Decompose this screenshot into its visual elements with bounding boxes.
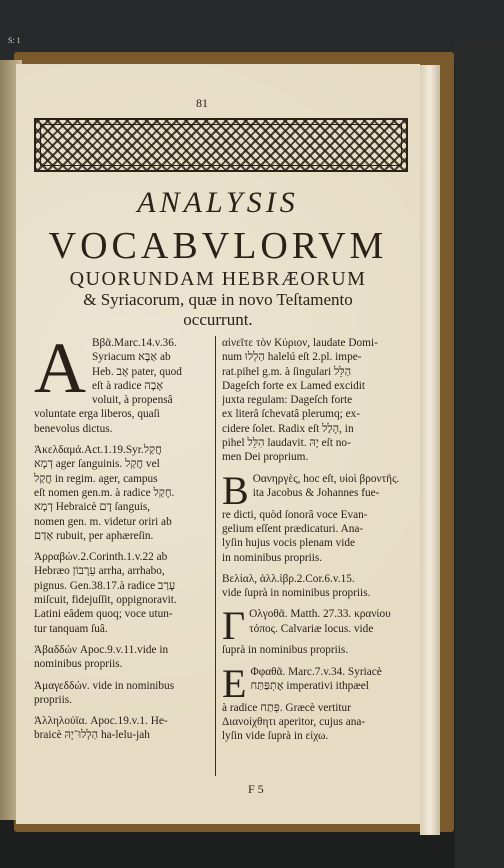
- entry-line: Heb. אָב pater, quod: [92, 365, 182, 378]
- entry-amageddon: [34, 679, 210, 708]
- entry-line: pignus. Gen.38.17.à radice עָרַב: [34, 579, 176, 592]
- entry-line: cidere ſolet. Radix eſt הָלַל, in: [222, 422, 354, 435]
- entry-line: Ἀλληλούϊα. Apoc.19.v.1. He-: [34, 715, 168, 728]
- entry-belial: [222, 572, 410, 601]
- entry-line: Ἀκελδαμά.Act.1.19.Syr.חֲקַל: [34, 444, 162, 457]
- entry-line: lyſin vide ſuprà in εἰχω.: [222, 730, 329, 743]
- title-occurrunt: occurrunt.: [183, 310, 253, 329]
- entry-line: Ἀμαγεδδών. vide in nominibus: [34, 679, 175, 692]
- entry-line: tur tanquam ſuâ.: [34, 622, 108, 635]
- left-column: [34, 328, 210, 750]
- entry-line: rat.pihel g.m. à ſingulari הַלֵּל: [222, 365, 352, 378]
- entry-line: αἰνεῖτε τὸν Κύριον, laudate Domi-: [222, 337, 378, 349]
- title-syriacorum: & Syriacorum, quæ in novo Teſtamento: [83, 290, 353, 309]
- entry-line: Φφαθᾶ. Marc.7.v.34. Syriacè: [250, 665, 382, 678]
- entry-line: חֲקַל in regim. ager, campus: [34, 472, 158, 485]
- entry-line: nomen gen. m. videtur oriri ab: [34, 515, 172, 528]
- entry-line: num הַלְלוּ halelú eſt 2.pl. impe-: [222, 351, 362, 364]
- entry-abba: [34, 328, 210, 436]
- entry-line: ſuprà in nominibus propriis.: [222, 644, 349, 657]
- entry-line: Ἀβαδδών Apoc.9.v.11.vide in: [34, 643, 169, 656]
- entry-line: Ολγοθᾶ. Matth. 27.33. κρανίου: [249, 608, 391, 621]
- entry-line: eſt à radice אָבָה: [92, 379, 164, 392]
- entry-line: eſt nomen gen.m. à radice חָקַל.: [34, 486, 175, 499]
- background-side: [455, 40, 504, 868]
- drop-cap-e: E: [222, 660, 247, 706]
- entry-line: Οανηργὲς, hoc eſt, υἱοὶ βροντῆς.: [252, 472, 400, 485]
- entry-line: Ἀρραβών.2.Corinth.1.v.22 ab: [34, 551, 168, 564]
- entry-line: lyſin hujus vocis plenam vide: [222, 537, 356, 550]
- entry-line: Διανοίχθητι aperitor, cujus ana-: [222, 716, 366, 729]
- entry-akeldama: [34, 443, 210, 543]
- entry-line: דְמָא ager ſanguinis. חֲקַל vel: [34, 458, 160, 471]
- entry-line: Syriacum אַבָּא ab: [92, 351, 171, 364]
- entry-line: braicè הַלְלוּ־יָהּ ha-lelu-jah: [34, 729, 150, 742]
- page-number: 81: [196, 96, 208, 110]
- entry-line: Βελίαλ, ἀλλ.ἰβρ.2.Cor.6.v.15.: [222, 572, 355, 585]
- entry-line: Dageſch forte ex Lamed excidit: [222, 379, 366, 392]
- entry-line: nominibus propriis.: [34, 658, 123, 671]
- entry-line: Hebræo עֵרָבוֹן arrha, arrhabo,: [34, 565, 165, 578]
- entry-ephphatha: [222, 660, 410, 744]
- entry-line: אֶתְפַּתַּח imperativi ithpæel: [250, 680, 369, 693]
- ornament-inner-border: [40, 124, 402, 166]
- drop-cap-b: B: [222, 467, 249, 513]
- drop-cap-a: A: [34, 328, 86, 408]
- title-vocabulorum: VOCABVLORVM: [48, 225, 388, 267]
- ornamental-header-band: [34, 118, 408, 172]
- title-analysis: ANALYSIS: [137, 186, 299, 219]
- background-top: [0, 0, 504, 60]
- entry-line: τόπος. Calvariæ locus. vide: [249, 622, 374, 635]
- right-column: [222, 336, 410, 751]
- entry-line: voluit, à propensâ: [92, 394, 173, 407]
- entry-abaddon: [34, 643, 210, 672]
- entry-line: voluntate erga liberos, quaſi: [34, 408, 160, 421]
- entry-line: ex literâ ſchevatâ plerumq; ex-: [222, 408, 361, 421]
- entry-boanerges: [222, 467, 410, 565]
- entry-line: ita Jacobus & Johannes fue-: [252, 486, 380, 499]
- signature-mark: F 5: [248, 782, 264, 796]
- entry-line: in nominibus propriis.: [222, 551, 323, 564]
- entry-line: Ββᾶ.Marc.14.v.36.: [92, 337, 177, 349]
- entry-alleluia-cont: [222, 336, 410, 465]
- entry-alleluia: [34, 714, 210, 743]
- entry-line: אָדַם rubuit, per aphæreſin.: [34, 529, 154, 542]
- entry-line: Latini eâdem quoq; voce utun-: [34, 608, 173, 621]
- entry-line: à radice פְּתַח. Græcè vertitur: [222, 701, 351, 714]
- entry-line: re dicti, quòd ſonorâ voce Evan-: [222, 508, 368, 521]
- drop-cap-gamma: Γ: [222, 603, 246, 649]
- entry-line: men Dei proprium.: [222, 451, 309, 464]
- entry-line: gelium eſſent prædicaturi. Ana-: [222, 522, 364, 535]
- column-rule: [215, 336, 216, 776]
- page-edge-right: [420, 65, 440, 835]
- entry-line: vide ſuprà in nominibus propriis.: [222, 587, 371, 600]
- entry-arrabon: [34, 550, 210, 636]
- entry-line: miſcuit, fidejuſſit, oppignoravit.: [34, 594, 177, 607]
- title-quorundam: QUORUNDAM HEBRÆORUM: [69, 268, 367, 290]
- entry-line: propriis.: [34, 693, 72, 706]
- book-page: [16, 64, 420, 824]
- entry-golgotha: [222, 603, 410, 657]
- entry-line: juxta regulam: Dageſch forte: [222, 394, 353, 407]
- spine-tab: S: 1: [8, 36, 21, 45]
- entry-line: benevolus dictus.: [34, 422, 113, 435]
- entry-line: pihel הִלֵּל laudavit. יָהּ eſt no-: [222, 437, 351, 450]
- entry-line: דְמָא Hebraicè דָם ſanguis,: [34, 501, 151, 514]
